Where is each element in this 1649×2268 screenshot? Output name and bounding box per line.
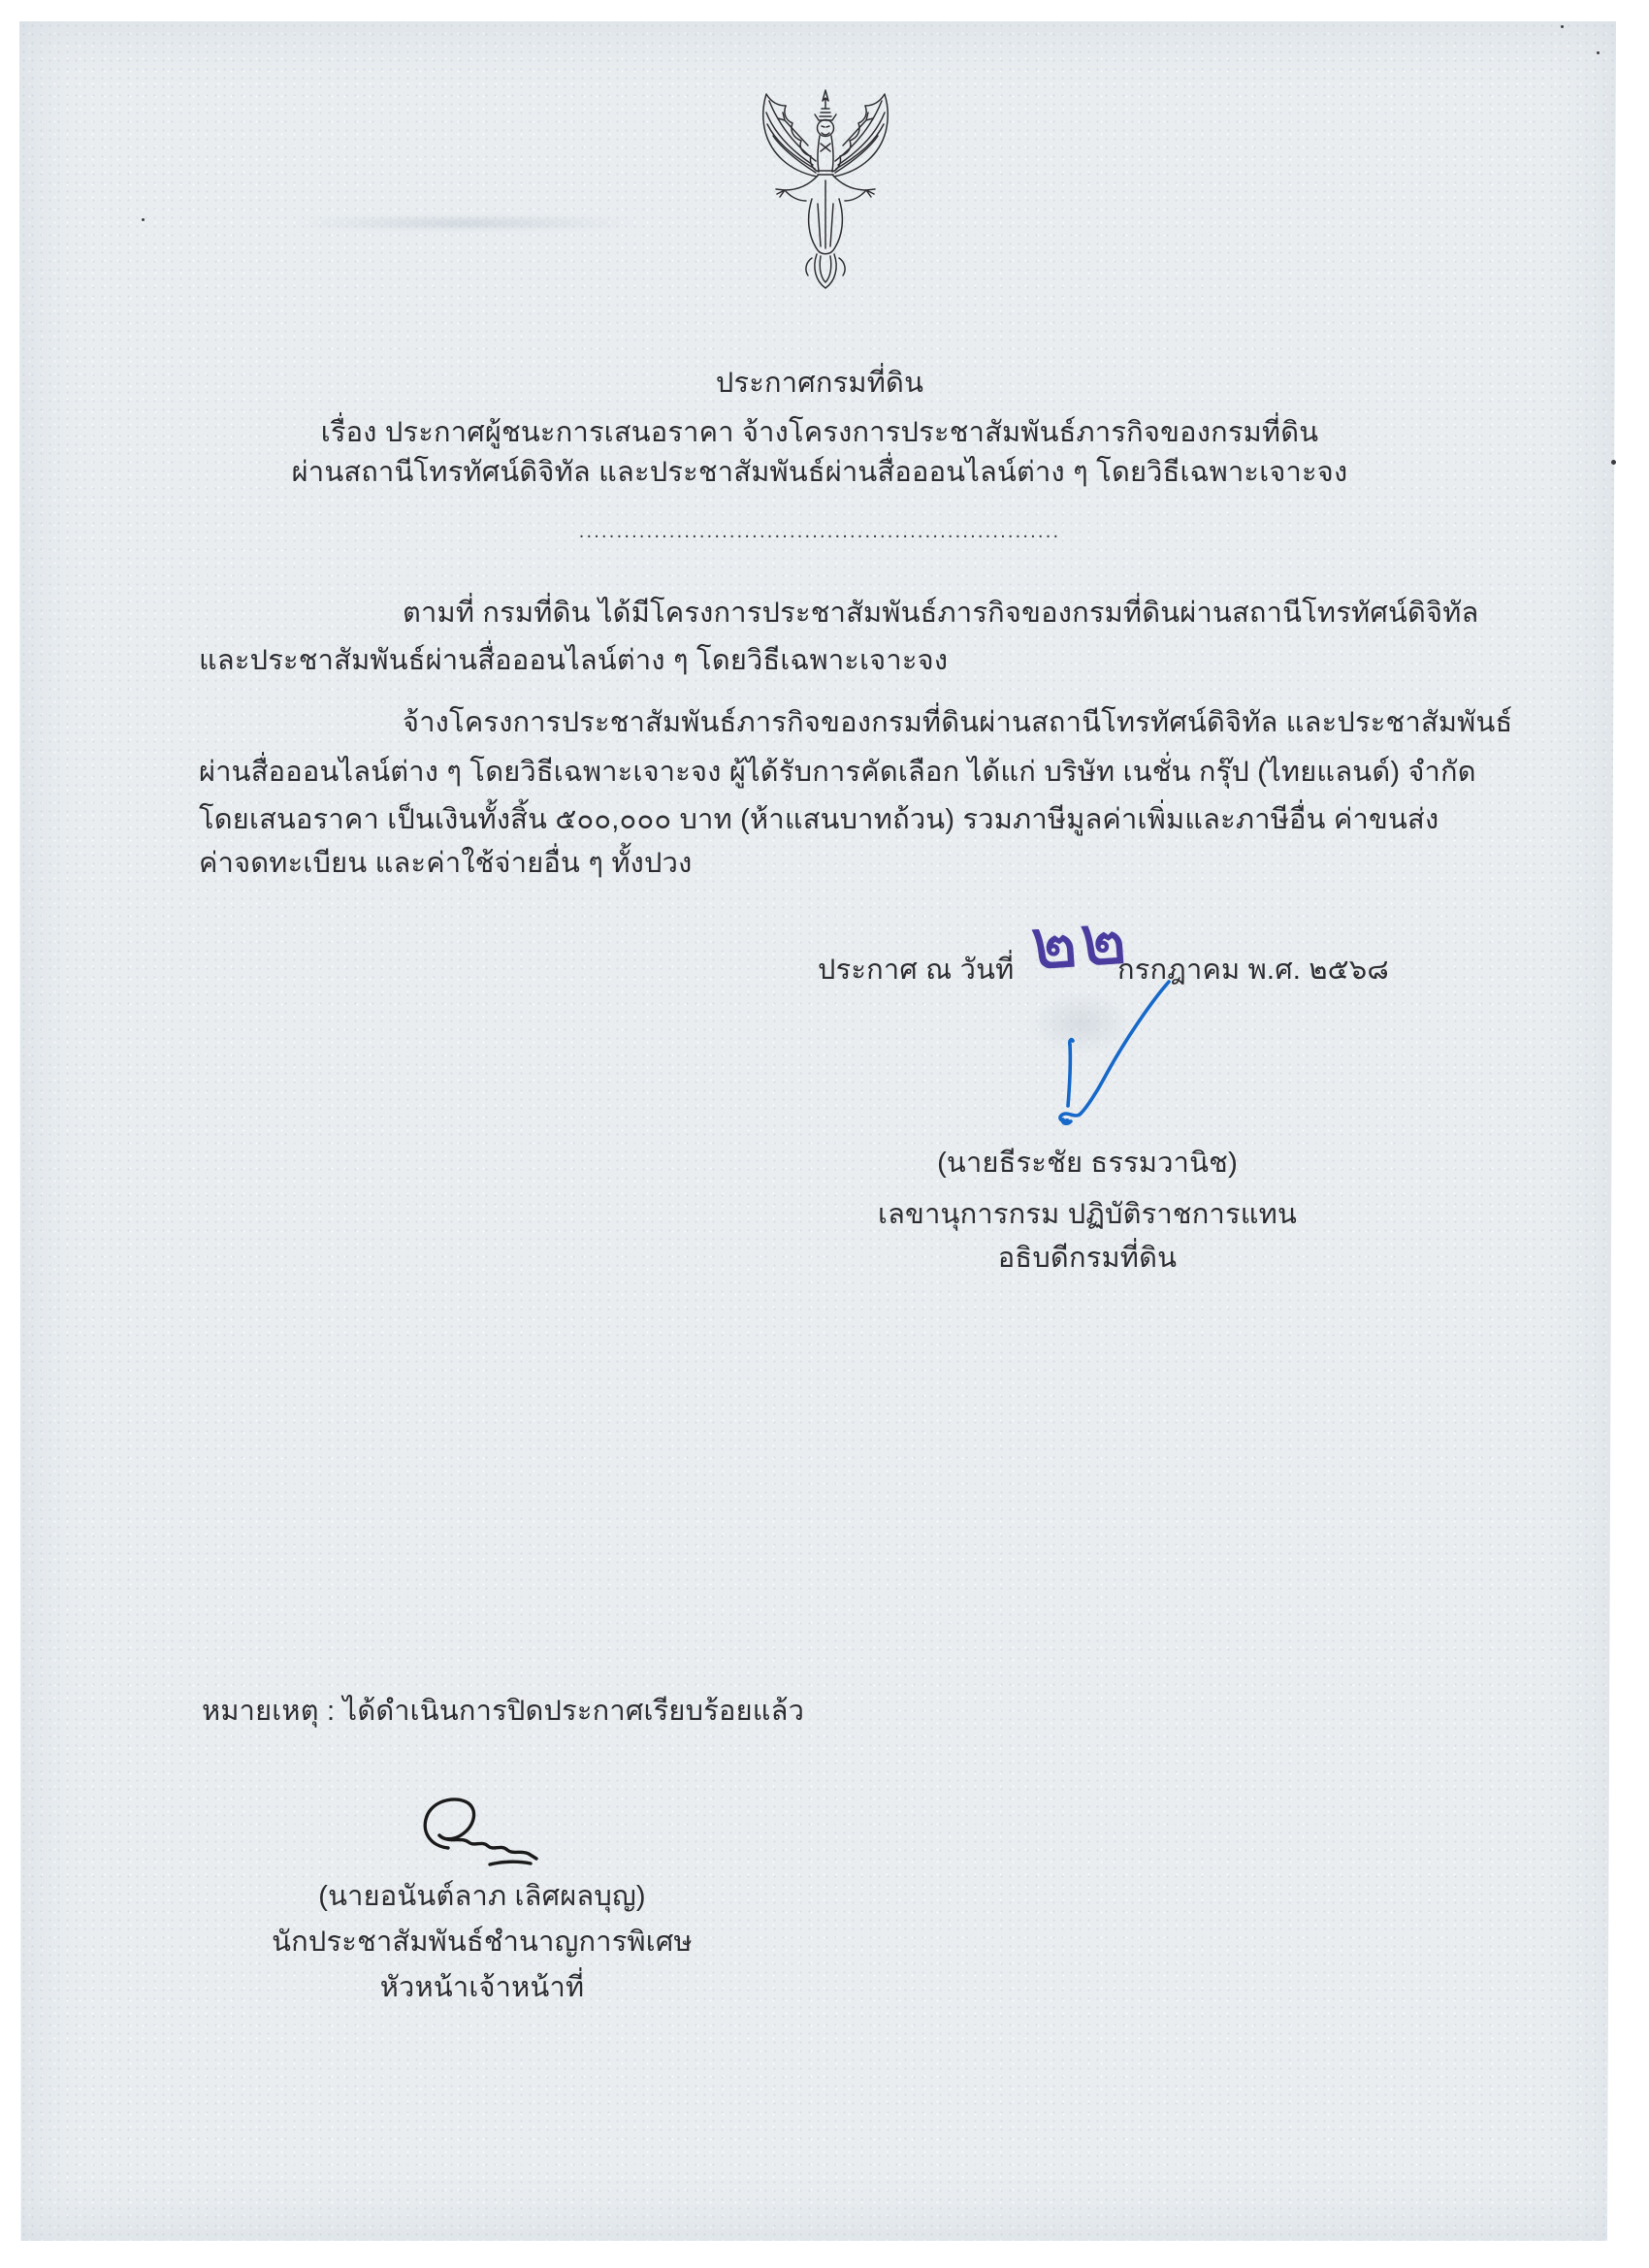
scan-speck [1561,25,1564,28]
note-line: หมายเหตุ : ได้ดำเนินการปิดประกาศเรียบร้อยแล้ว [202,1696,805,1727]
paragraph1-line2: และประชาสัมพันธ์ผ่านสื่อออนไลน์ต่าง ๆ โดยวิธีเฉพาะเจาะจง [199,645,949,676]
scan-speck [142,218,145,221]
paragraph2-line2: ผ่านสื่อออนไลน์ต่าง ๆ โดยวิธีเฉพาะเจาะจง ผู้ได้รับการคัดเลือก ได้แก่ บริษัท เนชั่น กรุ๊ป (ไทยแลนด์) จำกัด [199,757,1476,788]
date-line-suffix: กรกฎาคม พ.ศ. ๒๕๖๘ [1117,955,1389,986]
paper-crease-artifact [291,215,640,231]
scan-speck [1611,460,1616,465]
subject-line-2: ผ่านสถานีโทรทัศน์ดิจิทัล และประชาสัมพันธ์ผ่านสื่อออนไลน์ต่าง ๆ โดยวิธีเฉพาะเจาะจง [291,457,1348,488]
agency-title: ประกาศกรมที่ดิน [715,368,924,399]
signer-primary-position-2: อธิบดีกรมที่ดิน [997,1243,1178,1274]
paragraph2-line4: ค่าจดทะเบียน และค่าใช้จ่ายอื่น ๆ ทั้งปวง [199,848,693,879]
garuda-emblem [723,87,928,310]
signer-secondary-position-1: นักประชาสัมพันธ์ชำนาญการพิเศษ [272,1927,693,1958]
signer-primary-position-1: เลขานุการกรม ปฏิบัติราชการแทน [877,1199,1298,1230]
handwritten-day-number: ๒๒ [1027,897,1132,986]
paragraph2-line3: โดยเสนอราคา เป็นเงินทั้งสิ้น ๕๐๐,๐๐๐ บาท (ห้าแสนบาทถ้วน) รวมภาษีมูลค่าเพิ่มและภาษีอื่น ค่าขนส่ง [199,804,1439,835]
scan-speck [1597,51,1600,54]
signature-blue-ink [1048,970,1183,1135]
signer-secondary-name: (นายอนันต์ลาภ เลิศผลบุญ) [318,1881,646,1912]
paragraph2-line1: จ้างโครงการประชาสัมพันธ์ภารกิจของกรมที่ดินผ่านสถานีโทรทัศน์ดิจิทัล และประชาสัมพันธ์ [403,707,1513,738]
paragraph1-line1: ตามที่ กรมที่ดิน ได้มีโครงการประชาสัมพันธ์ภารกิจของกรมที่ดินผ่านสถานีโทรทัศน์ดิจิทัล [403,598,1479,629]
signer-primary-name: (นายธีระชัย ธรรมวานิช) [937,1148,1238,1179]
signer-secondary-position-2: หัวหน้าเจ้าหน้าที่ [379,1972,585,2003]
signature-black-ink [393,1790,553,1882]
dotted-divider: ................................................................ [578,521,1061,542]
date-line-prefix: ประกาศ ณ วันที่ [818,955,1015,986]
subject-line-1: เรื่อง ประกาศผู้ชนะการเสนอราคา จ้างโครงการประชาสัมพันธ์ภารกิจของกรมที่ดิน [320,417,1319,448]
